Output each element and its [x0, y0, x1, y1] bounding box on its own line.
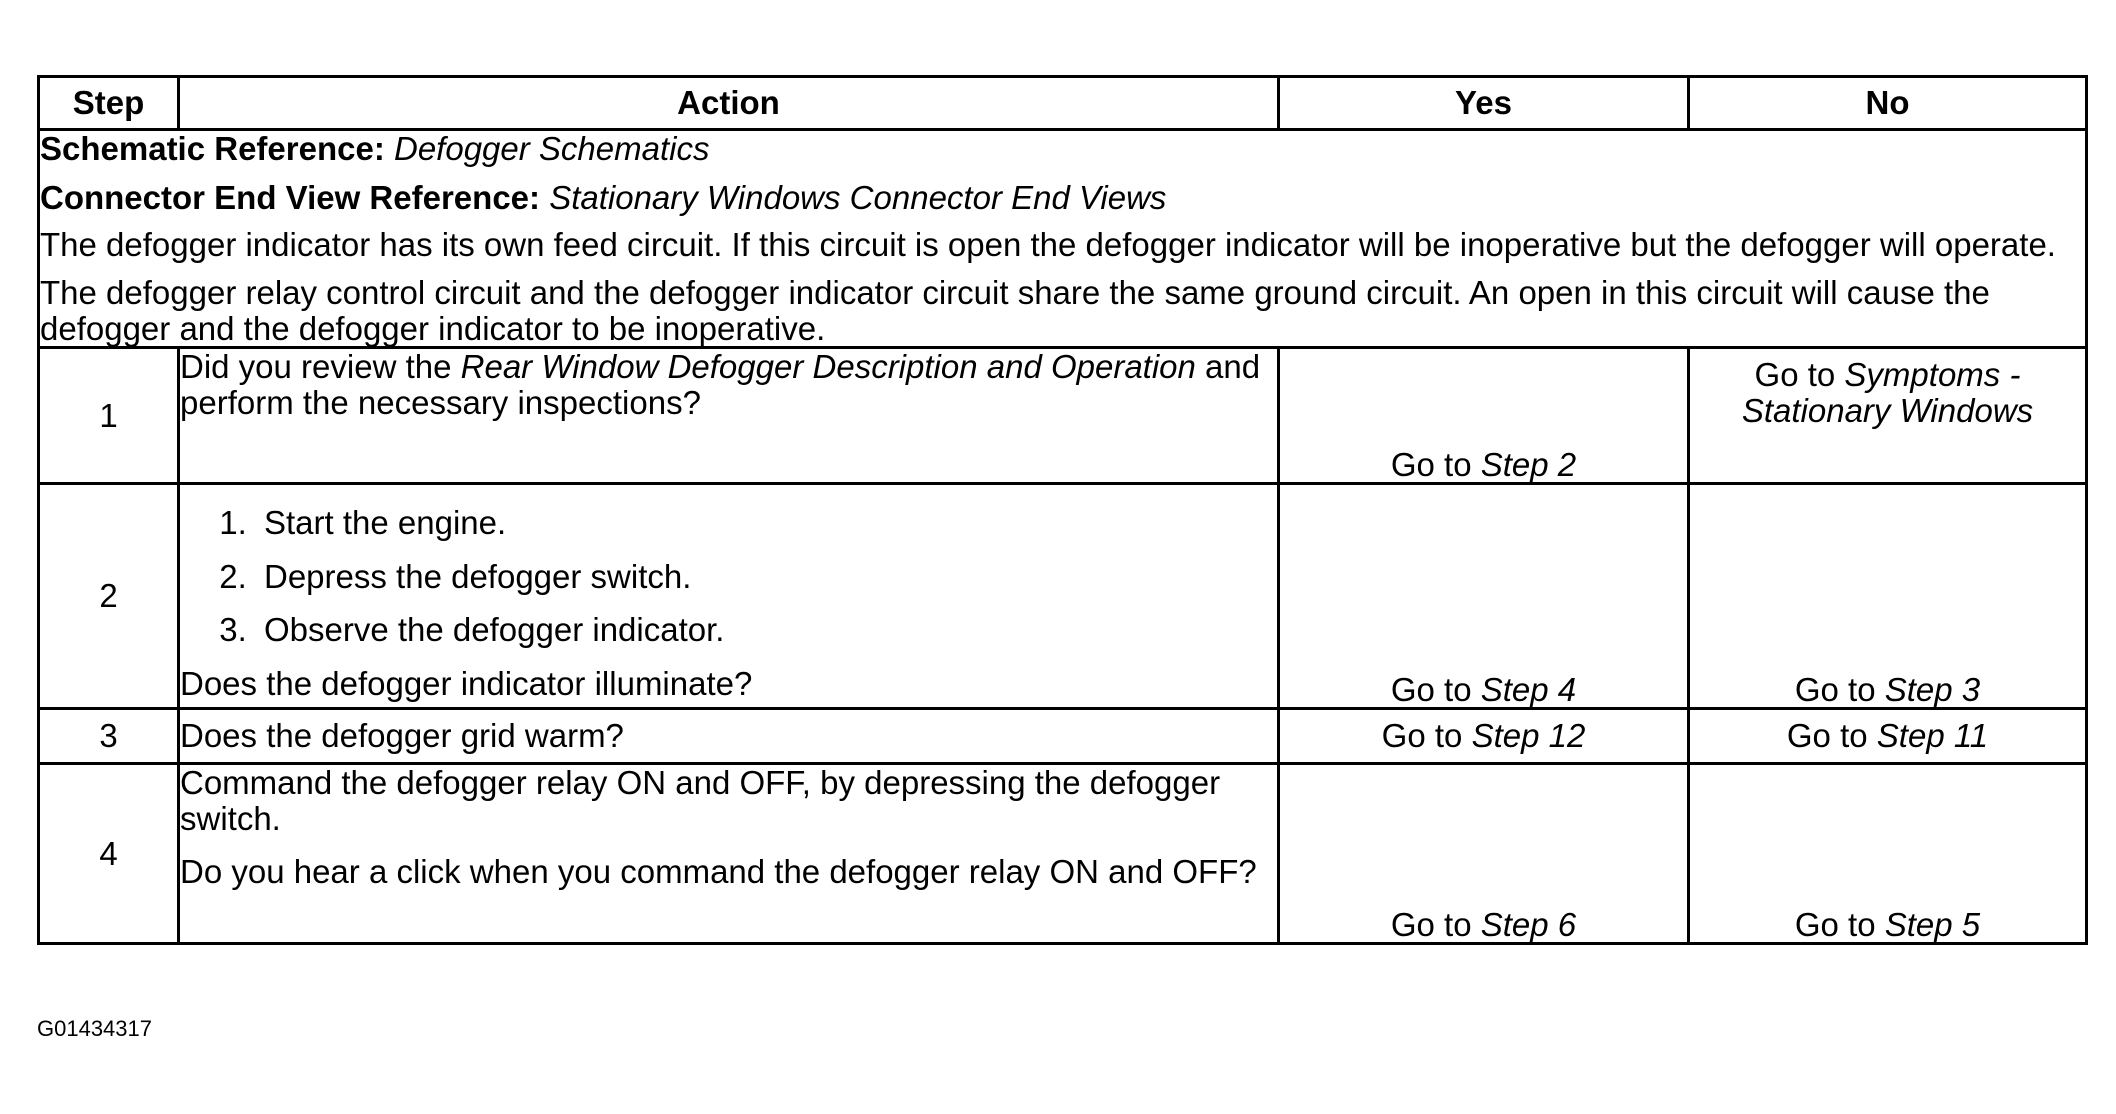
connector-reference-label: Connector End View Reference: [40, 178, 541, 216]
step-number: 3 [39, 709, 179, 764]
connector-reference-value: Stationary Windows Connector End Views [549, 178, 1167, 216]
no-cell [1689, 709, 2087, 764]
no-prefix: Go to [1794, 670, 1885, 708]
reference-row [39, 130, 2087, 348]
connector-reference [40, 180, 2085, 216]
header-action: Action [179, 77, 1279, 130]
no-step-ref: Step 11 [1876, 717, 1989, 755]
no-prefix: Go to [1794, 905, 1885, 943]
header-no: No [1689, 77, 2087, 130]
yes-cell [1279, 484, 1689, 709]
no-cell [1689, 764, 2087, 944]
action-text: Did you review the [180, 348, 461, 386]
reference-cell [39, 130, 2087, 348]
schematic-reference-value: Defogger Schematics [394, 130, 710, 167]
yes-step-ref: Step 4 [1480, 670, 1577, 708]
list-item: 3. Observe the defogger indicator. [256, 612, 1277, 648]
yes-prefix: Go to [1390, 670, 1481, 708]
no-prefix: Go to [1786, 717, 1877, 755]
action-question: Does the defogger indicator illuminate? [180, 665, 753, 702]
action-cell [179, 709, 1279, 764]
step-number: 4 [39, 764, 179, 944]
yes-cell [1279, 348, 1689, 484]
action-text: and perform the necessary inspections? [180, 348, 1261, 421]
yes-cell [1279, 709, 1689, 764]
action-question: Do you hear a click when you command the defogger relay ON and OFF? [180, 853, 1257, 891]
header-row [39, 77, 2087, 130]
no-step-ref: Step 3 [1884, 670, 1981, 708]
no-step-ref: Step 5 [1884, 905, 1981, 943]
yes-prefix: Go to [1381, 717, 1472, 755]
note-feed-circuit: The defogger indicator has its own feed circuit. If this circuit is open the defogger indicator will be inoperative but the defogger will operate. [40, 226, 2056, 264]
list-item: 2. Depress the defogger switch. [256, 559, 1277, 595]
header-step: Step [39, 77, 179, 130]
yes-cell [1279, 764, 1689, 944]
yes-prefix: Go to [1390, 905, 1481, 943]
action-cell [179, 484, 1279, 709]
figure-id: G01434317 [37, 1016, 152, 1041]
table-row [39, 348, 2087, 484]
yes-prefix: Go to [1390, 445, 1481, 483]
table-row [39, 764, 2087, 944]
no-cell [1689, 484, 2087, 709]
yes-step-ref: Step 2 [1480, 445, 1577, 483]
yes-step-ref: Step 12 [1471, 717, 1586, 755]
no-prefix: Go to [1754, 356, 1845, 394]
action-instruction: Command the defogger relay ON and OFF, by depressing the defogger switch. [180, 764, 1221, 837]
note-ground-circuit: The defogger relay control circuit and the defogger indicator circuit share the same ground circuit. An open in this circuit will cause the defogger and the defogger indicator to be inoperative. [40, 273, 1990, 347]
no-step-ref: Symptoms - Stationary Windows [1741, 356, 2034, 429]
action-cell [179, 348, 1279, 484]
yes-step-ref: Step 6 [1480, 905, 1577, 943]
action-question: Does the defogger grid warm? [180, 717, 624, 755]
schematic-reference-label: Schematic Reference: [40, 130, 385, 167]
step-number: 1 [39, 348, 179, 484]
schematic-reference [40, 131, 2085, 167]
step-number: 2 [39, 484, 179, 709]
action-cell [179, 764, 1279, 944]
table-row [39, 709, 2087, 764]
no-cell [1689, 348, 2087, 484]
header-yes: Yes [1279, 77, 1689, 130]
action-doc-ref: Rear Window Defogger Description and Operation [460, 348, 1196, 386]
diagnostic-table [37, 75, 2088, 945]
list-item: 1. Start the engine. [256, 505, 1277, 541]
procedure-list [180, 505, 1277, 648]
table-row [39, 484, 2087, 709]
